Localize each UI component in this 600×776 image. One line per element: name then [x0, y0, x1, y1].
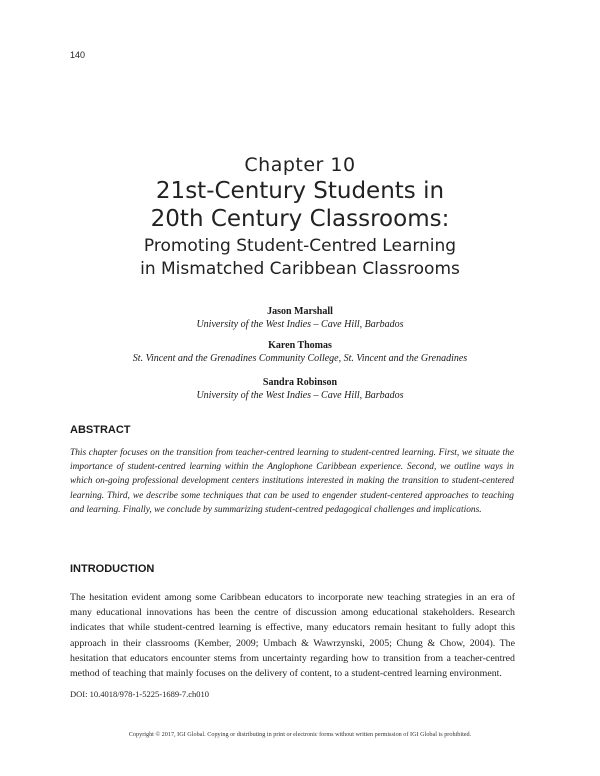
copyright-notice: Copyright © 2017, IGI Global. Copying or distributing in print or electronic forms without written permission of IGI Global is prohibited. [128, 731, 472, 738]
abstract-heading: ABSTRACT [70, 424, 131, 436]
author-block [0, 339, 600, 365]
author-affiliation: St. Vincent and the Grenadines Community College, St. Vincent and the Grenadines [132, 353, 468, 364]
author-name: Sandra Robinson [262, 377, 338, 388]
introduction-text: The hesitation evident among some Caribbean educators to incorporate new teaching strategies in an era of many educational innovations has been the centre of discussion among educational stakeholders. Research indicates that while student-centred learning is effective, many educators remain hesitant to fully adopt this approach in their classrooms (Kember, 2009; Umbach & Wawrzynski, 2005; Chung & Chow, 2004). The hesitation that educators encounter stems from uncertainty regarding how to transition from a teacher-centred method of teaching that mainly focuses on the delivery of content, to a student-centred learning environment. [70, 592, 515, 680]
chapter-title-line-1: 21st-Century Students in [155, 178, 445, 204]
introduction-heading: INTRODUCTION [70, 563, 155, 575]
author-affiliation: University of the West Indies – Cave Hill, Barbados [196, 390, 404, 401]
author-name: Jason Marshall [267, 306, 333, 317]
author-block [0, 376, 600, 402]
author-name: Karen Thomas [268, 340, 332, 351]
abstract-text: This chapter focuses on the transition from teacher-centred learning to student-centred learning. First, we situate the importance of student-centred learning within the Anglophone Caribbean experience. Second, we outline ways in which on-going professional development centers institutions interested in making the transition to student-centered learning. Third, we describe some techniques that can be used to engender student-centered approaches to teaching and learning. Finally, we conclude by summarizing student-centred pedagogical challenges and implications. [70, 448, 514, 515]
author-block [0, 305, 600, 331]
author-affiliation: University of the West Indies – Cave Hill, Barbados [196, 319, 404, 330]
chapter-subtitle-line-2: in Mismatched Caribbean Classrooms [140, 259, 460, 279]
chapter-subtitle-line-1: Promoting Student-Centred Learning [143, 236, 457, 256]
chapter-label: Chapter 10 [244, 154, 356, 176]
chapter-title-line-2: 20th Century Classrooms: [150, 206, 450, 232]
doi-line: DOI: 10.4018/978-1-5225-1689-7.ch010 [70, 689, 210, 699]
page-number: 140 [70, 50, 86, 60]
